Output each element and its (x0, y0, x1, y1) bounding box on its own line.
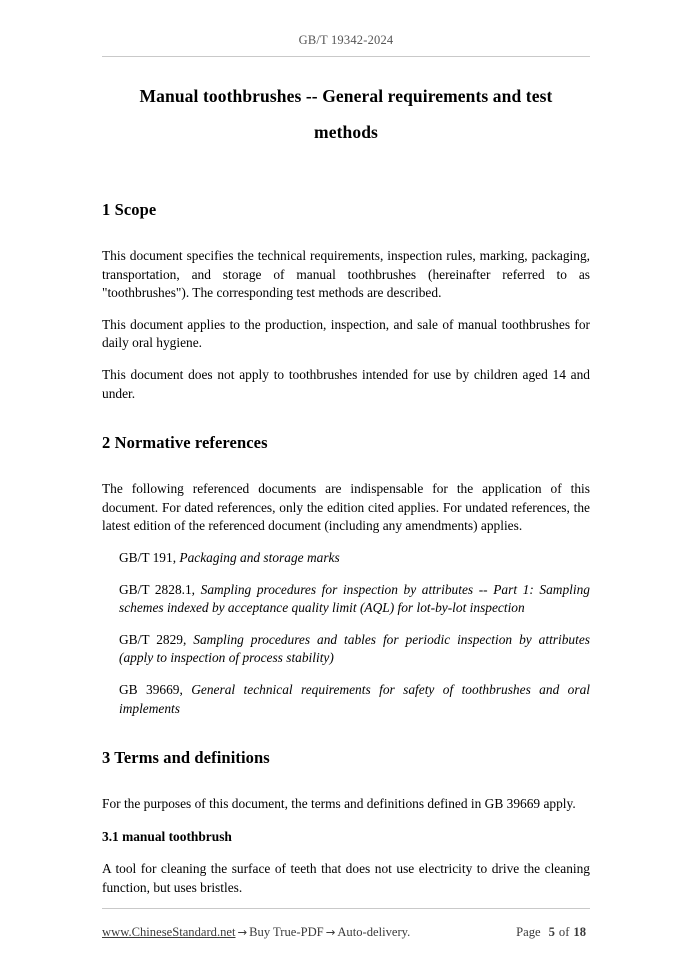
section-heading-scope: 1 Scope (102, 200, 157, 219)
arrow-right-icon: → (237, 924, 248, 939)
document-title-line-2: methods (314, 122, 378, 142)
footer-promo-text-2: Auto-delivery. (337, 924, 411, 939)
normative-references-intro: The following referenced documents are indispensable for the application of this document. For dated references, only the edition cited applies. For undated references, the latest edition of the referenced document (including any amendments) applies. (102, 481, 590, 534)
standard-code-header: GB/T 19342-2024 (298, 33, 394, 47)
total-page-count: 18 (573, 924, 586, 939)
reference-title: General technical requirements for safety of toothbrushes and oral implements (119, 681, 591, 716)
page-content-column (102, 0, 590, 980)
section-heading-normative-references: 2 Normative references (102, 433, 268, 453)
document-title-line-1: Manual toothbrushes -- General requirements and test (139, 86, 553, 106)
spacer (102, 220, 590, 247)
spacer (102, 768, 590, 795)
of-label: of (558, 924, 570, 939)
spacer (102, 453, 590, 480)
page-number-indicator (516, 925, 590, 940)
reference-title: Sampling procedures and tables for periodic inspection by attributes (apply to inspection of process stability) (119, 631, 590, 666)
reference-code: GB/T 2829, (119, 631, 194, 647)
website-link[interactable]: www.ChineseStandard.net (102, 924, 236, 939)
spacer (102, 303, 590, 316)
reference-title: Sampling procedures for inspection by attributes -- Part 1: Sampling schemes indexed by acceptance quality limit (AQL) for lot-by-lot inspection (119, 581, 590, 616)
document-title (124, 78, 568, 150)
terms-intro: For the purposes of this document, the terms and definitions defined in GB 39669 apply. (102, 796, 576, 812)
reference-entry (119, 631, 590, 668)
scope-paragraph-2: This document applies to the production, inspection, and sale of manual toothbrushes for daily oral hygiene. (102, 316, 590, 351)
arrow-right-icon: → (325, 924, 336, 939)
spacer (102, 846, 590, 860)
document-body (102, 200, 590, 897)
reference-code: GB/T 191, (119, 549, 180, 565)
section-heading-terms-and-definitions: 3 Terms and definitions (102, 748, 270, 768)
spacer (102, 353, 590, 366)
header-divider (102, 56, 590, 57)
reference-entry (119, 581, 590, 618)
footer-promo (102, 925, 410, 940)
reference-entry (119, 549, 590, 568)
spacer (102, 814, 590, 828)
reference-code: GB 39669, (119, 681, 192, 697)
spacer (102, 536, 590, 549)
footer-promo-text-1: Buy True-PDF (249, 924, 324, 939)
spacer (102, 618, 590, 631)
page-label: Page (516, 924, 541, 939)
footer-divider (102, 908, 590, 909)
reference-entry (119, 681, 590, 718)
scope-paragraph-3: This document does not apply to toothbrushes intended for use by children aged 14 and under. (102, 366, 590, 401)
running-header (102, 31, 590, 49)
reference-title: Packaging and storage marks (179, 549, 340, 565)
scope-paragraph-1: This document specifies the technical requirements, inspection rules, marking, packaging, transportation, and storage of manual toothbrushes (hereinafter referred to as "toothbrushes"). The corresponding test methods are described. (102, 248, 590, 301)
spacer (102, 403, 590, 433)
running-footer (102, 922, 590, 942)
current-page-number: 5 (548, 924, 555, 939)
spacer (102, 668, 590, 681)
term-heading-3-1: 3.1 manual toothbrush (102, 828, 232, 844)
spacer (102, 568, 590, 581)
reference-code: GB/T 2828.1, (119, 581, 201, 597)
term-definition-3-1: A tool for cleaning the surface of teeth that does not use electricity to drive the cleaning function, but uses bristles. (102, 861, 590, 895)
spacer (102, 718, 590, 748)
